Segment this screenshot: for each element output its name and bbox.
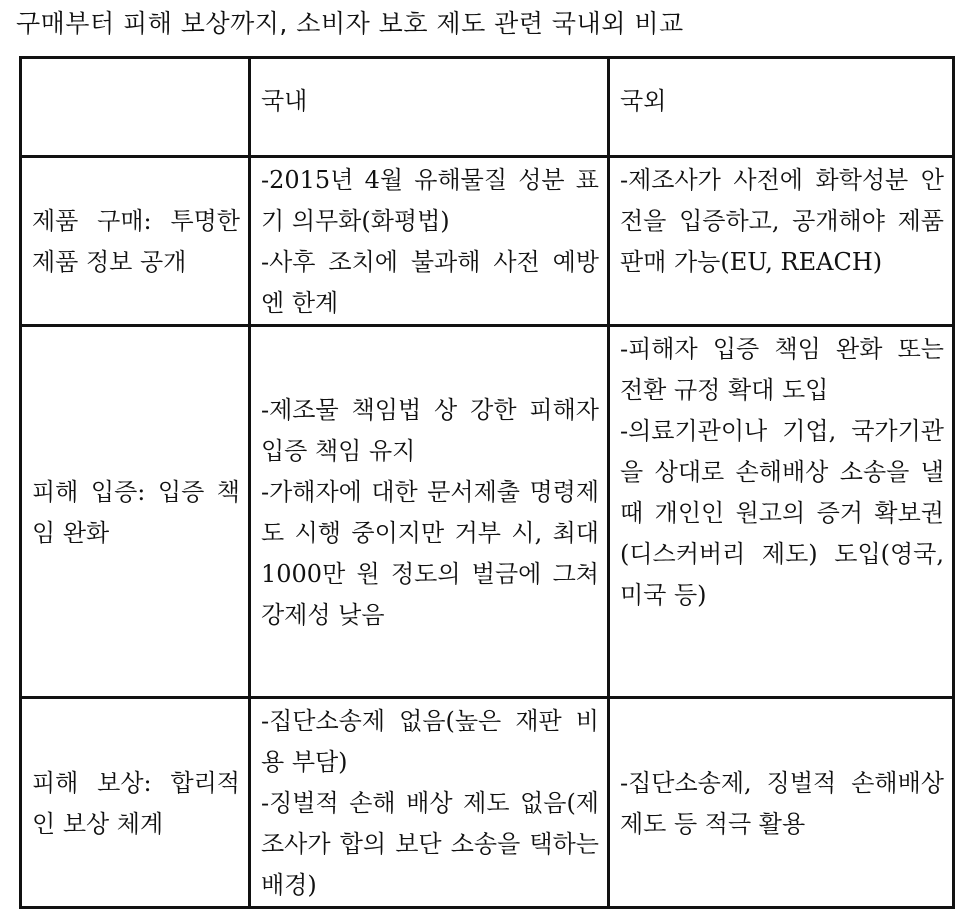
row-label-proof: 피해 입증: 입증 책임 완화 [21,326,250,698]
table-row [21,698,954,908]
header-domestic: 국내 [250,58,609,157]
cell-line: -집단소송제, 징벌적 손해배상 제도 등 적극 활용 [620,768,944,838]
cell-line: -가해자에 대한 문서제출 명령제도 시행 중이지만 거부 시, 최대 1000만 원 정도의 벌금에 그쳐 강제성 낮음 [261,477,599,629]
table-row [21,326,954,698]
cell-domestic-purchase [250,157,609,326]
table-row [21,157,954,326]
cell-line: -징벌적 손해 배상 제도 없음(제조사가 합의 보단 소송을 택하는 배경) [261,789,599,899]
cell-domestic-compensation [250,698,609,908]
cell-line: -피해자 입증 책임 완화 또는 전환 규정 확대 도입 [620,335,944,404]
cell-line: -의료기관이나 기업, 국가기관을 상대로 손해배상 소송을 낼 때 개인인 원고의 증거 확보권(디스커버리 제도) 도입(영국, 미국 등) [620,417,944,609]
cell-line: -2015년 4월 유해물질 성분 표기 의무화(화평법) [261,166,599,235]
page-title: 구매부터 피해 보상까지, 소비자 보호 제도 관련 국내외 비교 [16,9,684,38]
row-label-purchase: 제품 구매: 투명한 제품 정보 공개 [21,157,250,326]
cell-foreign-purchase [609,157,954,326]
cell-line: -집단소송제 없음(높은 재판 비용 부담) [261,707,599,776]
cell-line: -제조물 책임법 상 강한 피해자 입증 책임 유지 [261,395,599,465]
cell-domestic-proof [250,326,609,698]
header-foreign: 국외 [609,58,954,157]
cell-foreign-compensation [609,698,954,908]
cell-line: -사후 조치에 불과해 사전 예방엔 한계 [261,248,599,317]
row-label-compensation: 피해 보상: 합리적인 보상 체계 [21,698,250,908]
cell-foreign-proof [609,326,954,698]
comparison-table [19,56,955,909]
corner-cell [21,58,250,157]
cell-line: -제조사가 사전에 화학성분 안전을 입증하고, 공개해야 제품 판매 가능(EU, REACH) [620,166,944,276]
table-header-row [21,58,954,157]
